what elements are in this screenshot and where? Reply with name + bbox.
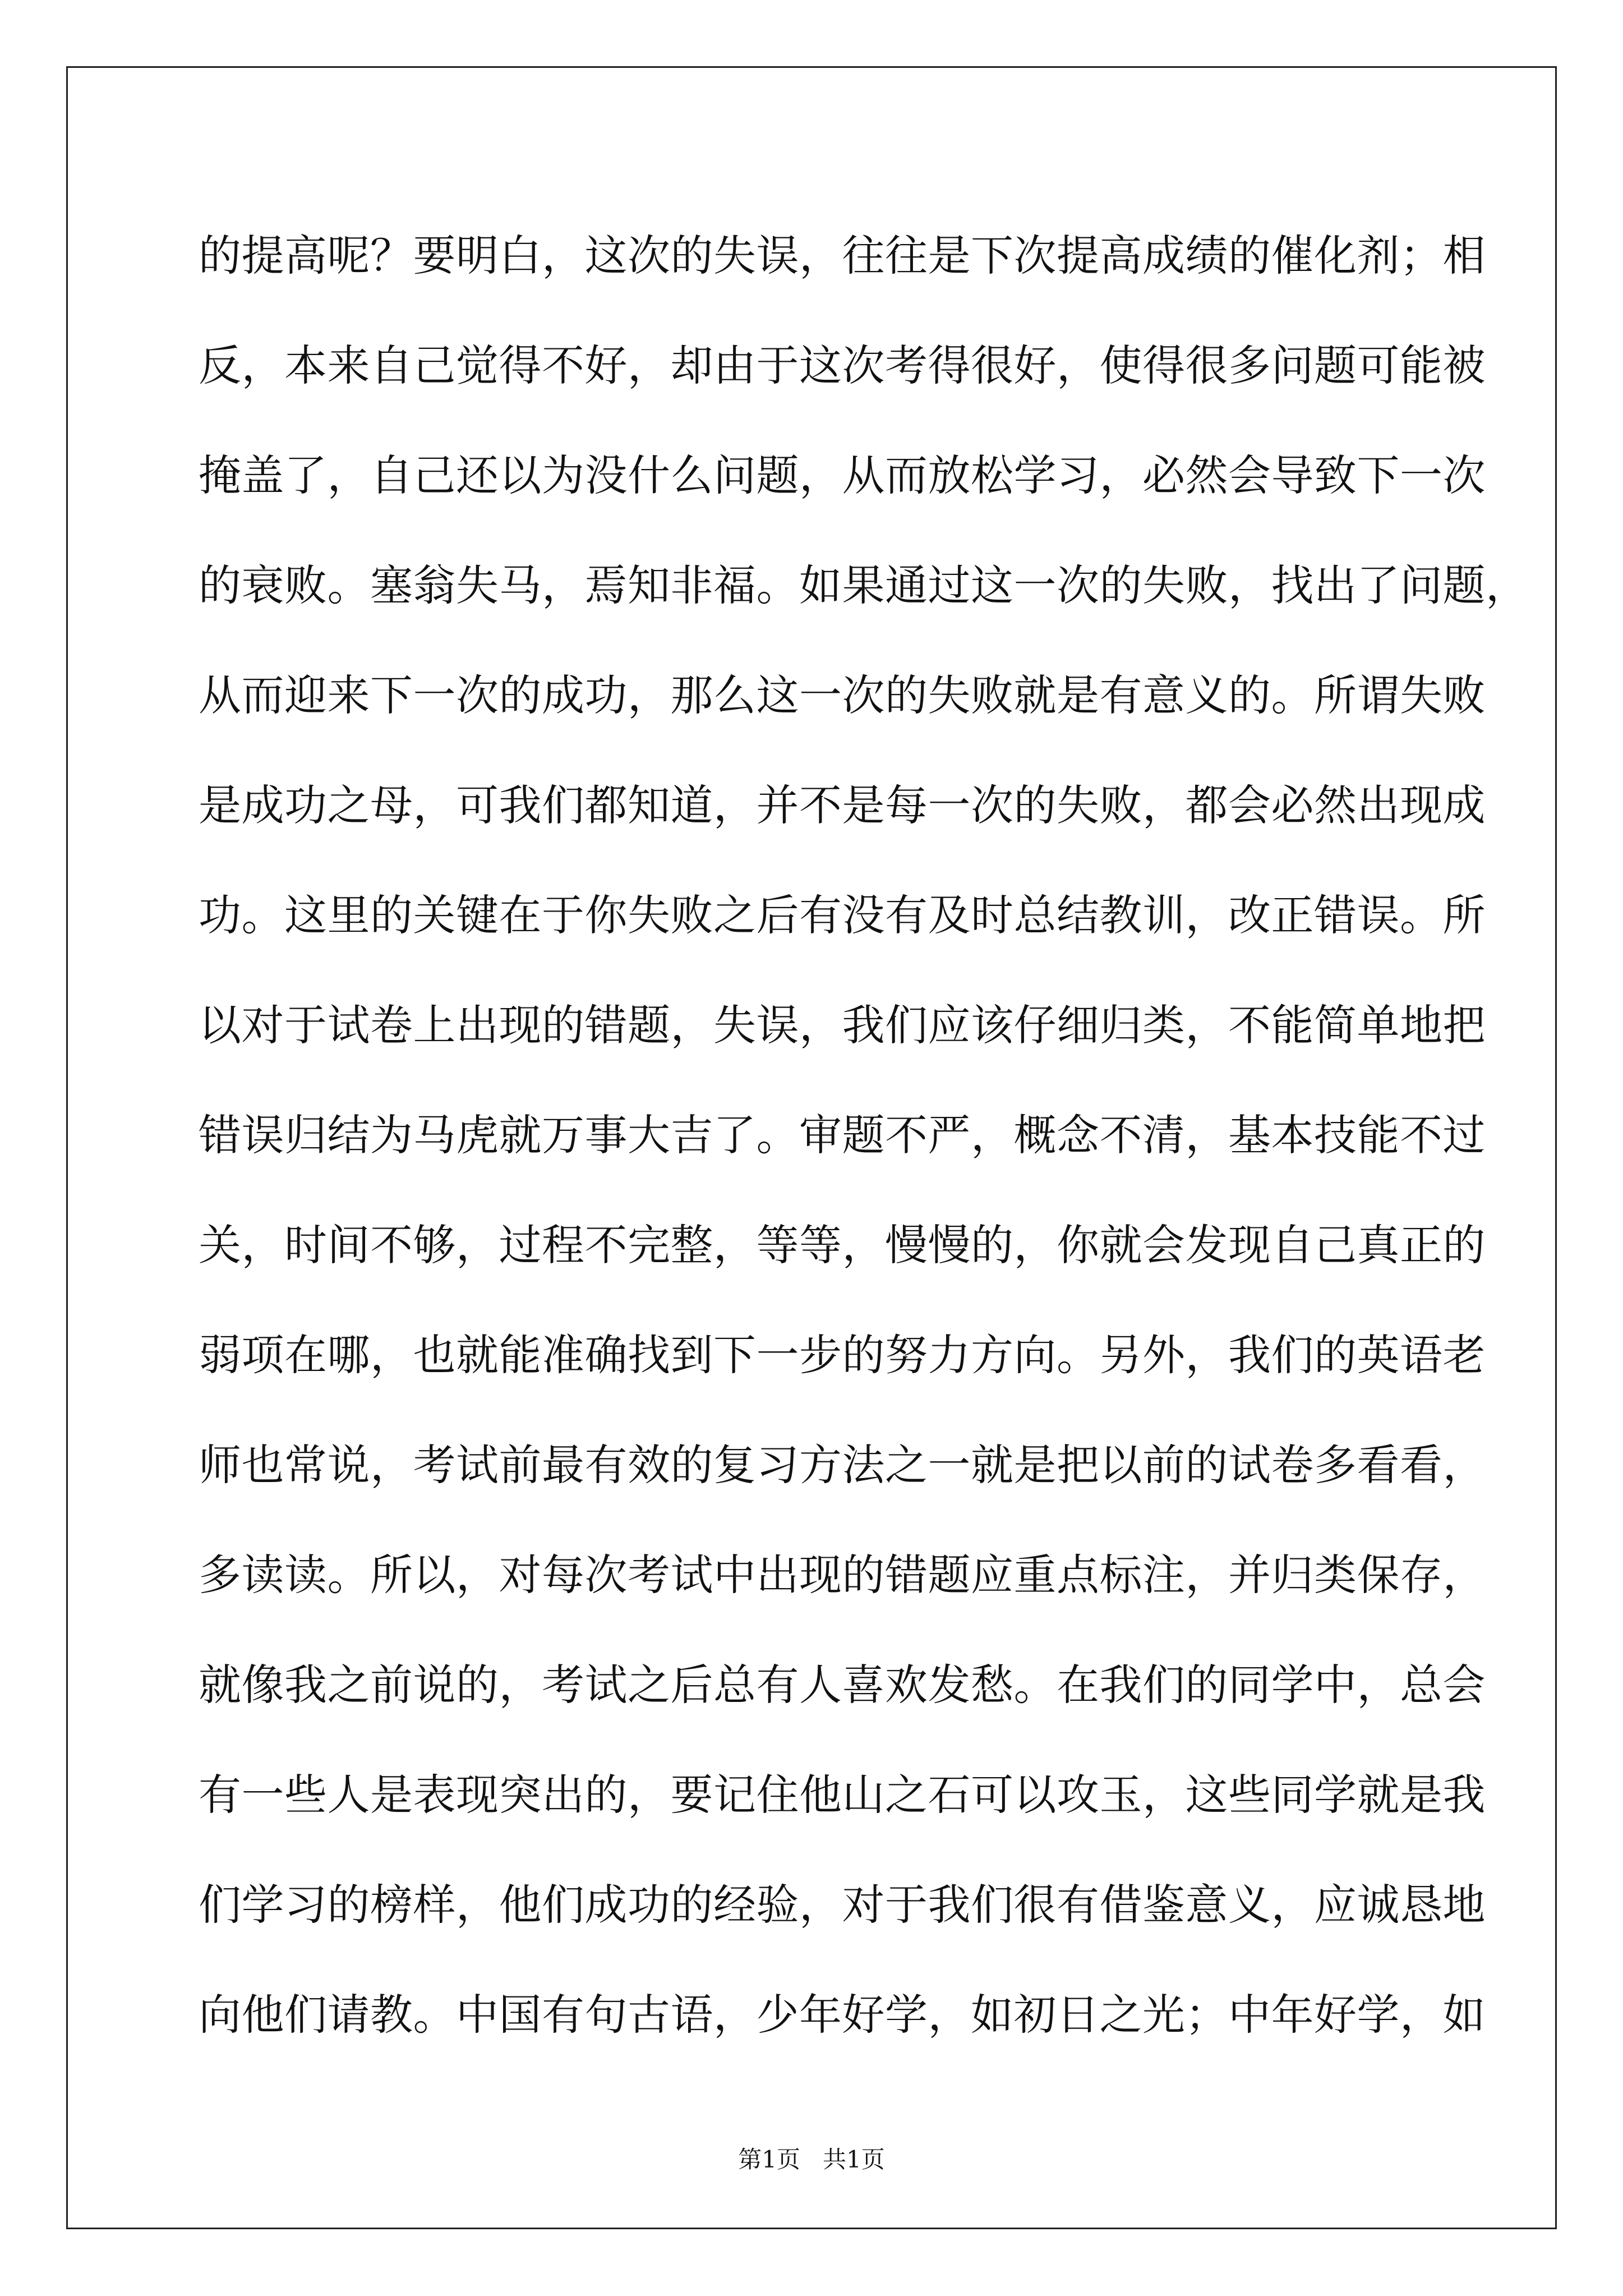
text-line: 有一些人是表现突出的，要记住他山之石可以攻玉，这些同学就是我 — [199, 1770, 1486, 1820]
page-number: 第1页 — [738, 2146, 800, 2173]
text-line: 多读读。所以，对每次考试中出现的错题应重点标注，并归类保存， — [199, 1550, 1486, 1600]
text-line: 关，时间不够，过程不完整，等等，慢慢的，你就会发现自己真正的 — [199, 1220, 1486, 1270]
text-line: 从而迎来下一次的成功，那么这一次的失败就是有意义的。所谓失败 — [199, 670, 1486, 720]
text-line: 的提高呢？要明白，这次的失误，往往是下次提高成绩的催化剂；相 — [199, 231, 1486, 280]
text-line: 的衰败。塞翁失马，焉知非福。如果通过这一次的失败，找出了问题， — [199, 560, 1529, 610]
text-line: 以对于试卷上出现的错题，失误，我们应该仔细归类，不能简单地把 — [199, 1000, 1486, 1050]
text-line: 错误归结为马虎就万事大吉了。审题不严，概念不清，基本技能不过 — [199, 1110, 1486, 1160]
text-line: 们学习的榜样，他们成功的经验，对于我们很有借鉴意义，应诚恳地 — [199, 1880, 1486, 1930]
document-body — [199, 201, 1529, 2070]
text-line: 师也常说，考试前最有效的复习方法之一就是把以前的试卷多看看， — [199, 1440, 1486, 1490]
text-line: 向他们请教。中国有句古语，少年好学，如初日之光；中年好学，如 — [199, 1990, 1486, 2040]
text-line: 掩盖了，自己还以为没什么问题，从而放松学习，必然会导致下一次 — [199, 450, 1486, 500]
text-line: 反，本来自己觉得不好，却由于这次考得很好，使得很多问题可能被 — [199, 341, 1486, 390]
text-line: 功。这里的关键在于你失败之后有没有及时总结教训，改正错误。所 — [199, 890, 1486, 940]
page-footer — [0, 2143, 1623, 2177]
page-total: 共1页 — [823, 2146, 885, 2173]
text-line: 弱项在哪，也就能准确找到下一步的努力方向。另外，我们的英语老 — [199, 1330, 1486, 1380]
text-line: 是成功之母，可我们都知道，并不是每一次的失败，都会必然出现成 — [199, 780, 1486, 830]
text-line: 就像我之前说的，考试之后总有人喜欢发愁。在我们的同学中，总会 — [199, 1660, 1486, 1710]
